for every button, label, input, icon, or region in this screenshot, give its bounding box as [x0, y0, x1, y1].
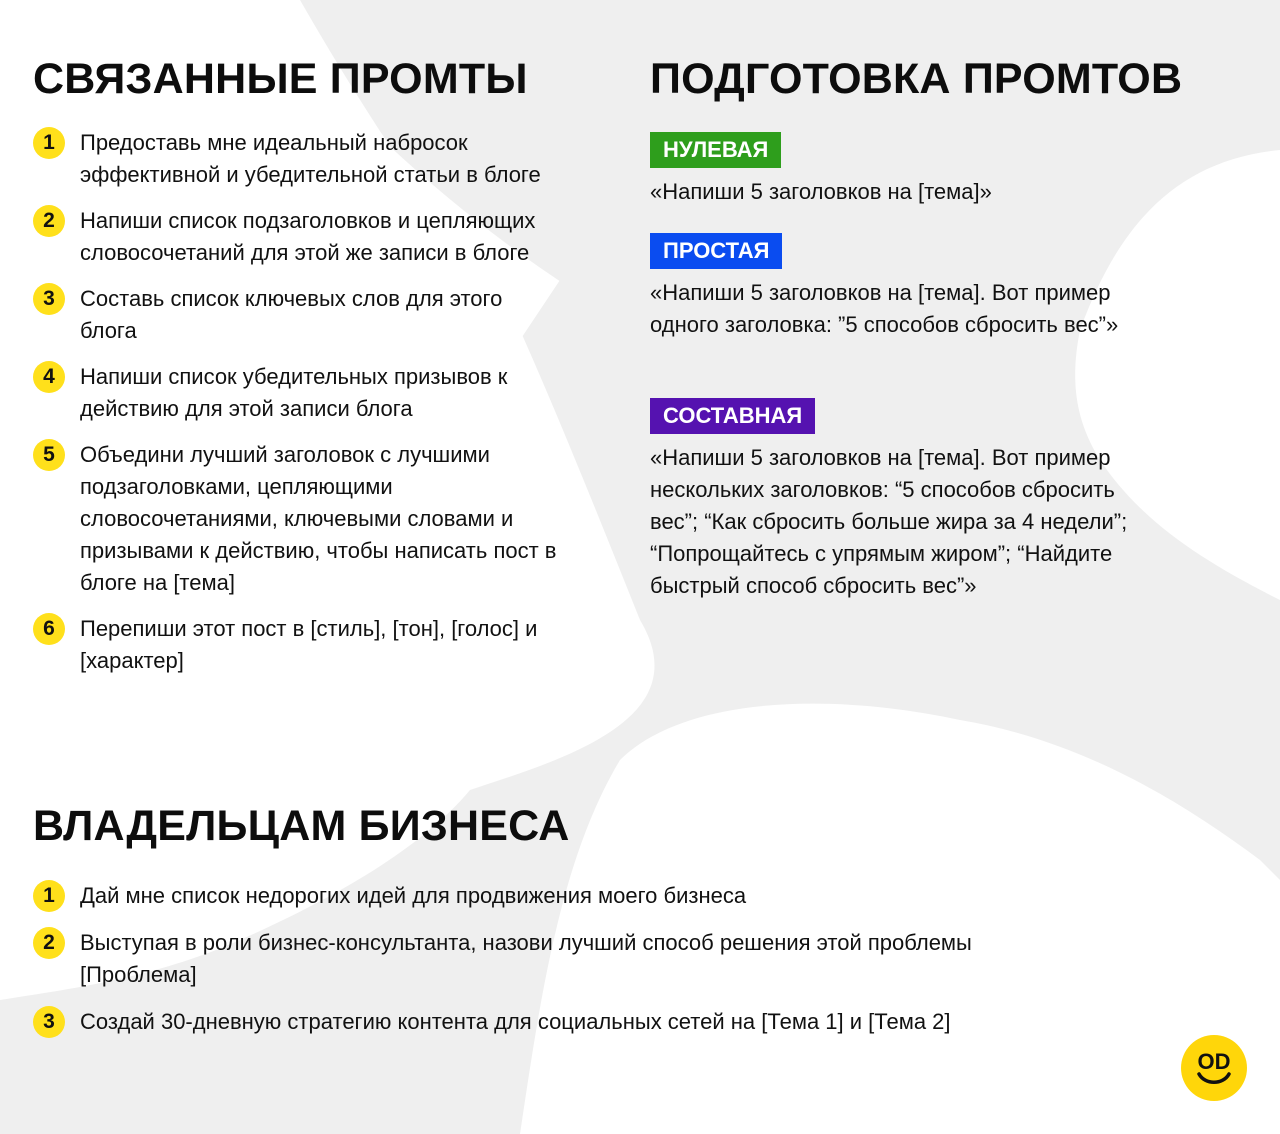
business-prompts-list	[33, 880, 1093, 1038]
number-badge: 6	[33, 613, 65, 645]
item-text: Перепиши этот пост в [стиль], [тон], [голос] и [характер]	[80, 616, 538, 673]
list-item	[33, 127, 563, 191]
item-text: Предоставь мне идеальный набросок эффективной и убедительной статьи в блоге	[80, 130, 541, 187]
item-text: Создай 30-дневную стратегию контента для социальных сетей на [Тема 1] и [Тема 2]	[80, 1009, 951, 1034]
simple-example: «Напиши 5 заголовков на [тема]. Вот пример одного заголовка: ”5 способов сбросить вес”»	[650, 280, 1119, 337]
number-badge: 3	[33, 1006, 65, 1038]
list-item	[33, 205, 563, 269]
list-item	[33, 361, 563, 425]
number-badge: 1	[33, 127, 65, 159]
simple-tag: ПРОСТАЯ	[650, 233, 782, 269]
brand-logo	[1181, 1035, 1247, 1101]
list-item	[33, 613, 563, 677]
list-item	[33, 927, 1093, 991]
number-badge: 3	[33, 283, 65, 315]
prompt-prep-title: ПОДГОТОВКА ПРОМТОВ	[650, 55, 1183, 103]
number-badge: 1	[33, 880, 65, 912]
related-prompts-title: СВЯЗАННЫЕ ПРОМТЫ	[33, 55, 528, 103]
zero-shot-tag: НУЛЕВАЯ	[650, 132, 781, 168]
item-text: Дай мне список недорогих идей для продвижения моего бизнеса	[80, 883, 747, 908]
number-badge: 5	[33, 439, 65, 471]
item-text: Напиши список убедительных призывов к действию для этой записи блога	[80, 364, 508, 421]
compound-tag: СОСТАВНАЯ	[650, 398, 815, 434]
compound-example: «Напиши 5 заголовков на [тема]. Вот пример нескольких заголовков: “5 способов сбросить вес”; “Как сбросить больше жира за 4 недели”; “Попрощайтесь с упрямым жиром”; “Найдите быстрый способ сбросить вес”»	[650, 445, 1128, 598]
number-badge: 2	[33, 927, 65, 959]
list-item	[33, 283, 563, 347]
item-text: Составь список ключевых слов для этого блога	[80, 286, 503, 343]
logo-text: OD	[1197, 1049, 1231, 1074]
list-item	[33, 439, 563, 599]
item-text: Выступая в роли бизнес-консультанта, назови лучший способ решения этой проблемы [Проблема]	[80, 930, 972, 987]
item-text: Напиши список подзаголовков и цепляющих словосочетаний для этой же записи в блоге	[80, 208, 536, 265]
list-item	[33, 1006, 1093, 1038]
related-prompts-list	[33, 127, 563, 677]
zero-shot-example: «Напиши 5 заголовков на [тема]»	[650, 179, 992, 204]
number-badge: 2	[33, 205, 65, 237]
list-item	[33, 880, 1093, 912]
business-owners-title: ВЛАДЕЛЬЦАМ БИЗНЕСА	[33, 802, 570, 850]
item-text: Объедини лучший заголовок с лучшими подзаголовками, цепляющими словосочетаниями, ключевыми словами и призывами к действию, чтобы написать пост в блоге на [тема]	[80, 442, 557, 595]
smiley-face-icon	[1181, 1035, 1247, 1101]
number-badge: 4	[33, 361, 65, 393]
